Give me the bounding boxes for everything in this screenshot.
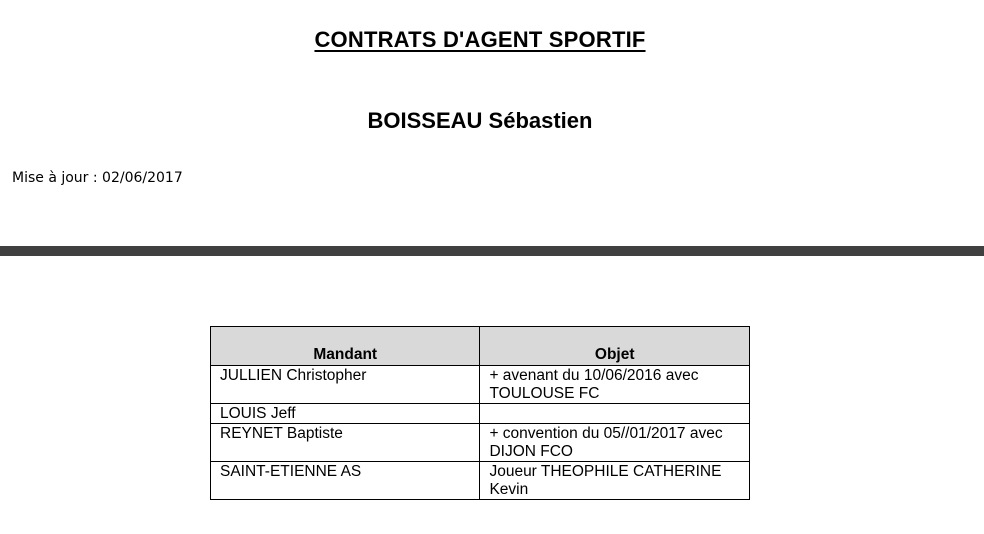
cell-mandant: LOUIS Jeff xyxy=(211,404,480,424)
agent-name: BOISSEAU Sébastien xyxy=(367,108,593,133)
header-mandant: Mandant xyxy=(211,327,480,366)
table-row xyxy=(211,366,750,404)
table-row xyxy=(211,462,750,500)
contracts-table xyxy=(210,326,750,500)
table-row xyxy=(211,424,750,462)
update-date: Mise à jour : 02/06/2017 xyxy=(12,170,183,186)
document-title: CONTRATS D'AGENT SPORTIF xyxy=(314,27,646,52)
cell-objet: + convention du 05//01/2017 avec DIJON FCO xyxy=(480,424,750,462)
cell-objet: + avenant du 10/06/2016 avec TOULOUSE FC xyxy=(480,366,750,404)
cell-mandant: REYNET Baptiste xyxy=(211,424,480,462)
cell-mandant: JULLIEN Christopher xyxy=(211,366,480,404)
table-row xyxy=(211,404,750,424)
cell-objet: Joueur THEOPHILE CATHERINE Kevin xyxy=(480,462,750,500)
header-objet: Objet xyxy=(480,327,750,366)
separator-bar xyxy=(0,246,984,256)
cell-mandant: SAINT-ETIENNE AS xyxy=(211,462,480,500)
table-header-row xyxy=(211,327,750,366)
cell-objet xyxy=(480,404,750,424)
